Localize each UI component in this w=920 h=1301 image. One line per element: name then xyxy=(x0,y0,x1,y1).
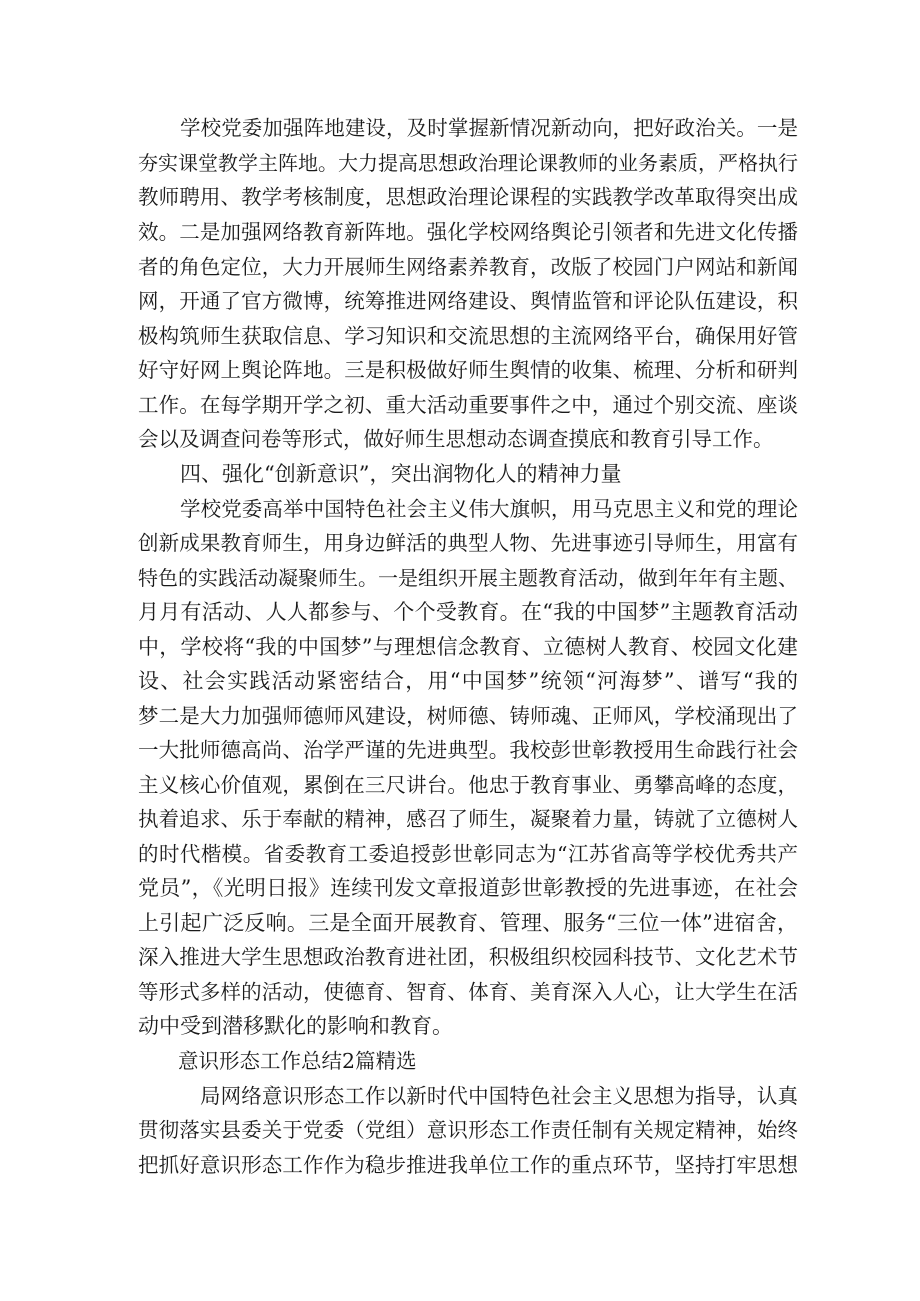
paragraph-2-line-14: 深入推进大学生思想政治教育进社团，积极组织校园科技节、文化艺术节 xyxy=(138,945,798,969)
paragraph-1-line-3: 教师聘用、教学考核制度，思想政治理论课程的实践教学改革取得突出成 xyxy=(138,185,798,209)
paragraph-1-line-7: 极构筑师生获取信息、学习知识和交流思想的主流网络平台，确保用好管 xyxy=(138,324,798,348)
paragraph-2-line-6: 设、社会实践活动紧密结合，用“中国梦”统领“河海梦”、谱写“我的 xyxy=(138,669,798,693)
paragraph-3-line-3: 把抓好意识形态工作作为稳步推进我单位工作的重点环节，坚持打牢思想 xyxy=(138,1153,798,1177)
paragraph-2-line-2: 创新成果教育师生，用身边鲜活的典型人物、先进事迹引导师生，用富有 xyxy=(138,531,798,555)
paragraph-2-line-11: 的时代楷模。省委教育工委追授彭世彰同志为“江苏省高等学校优秀共产 xyxy=(138,842,798,866)
paragraph-1-line-5: 者的角色定位，大力开展师生网络素养教育，改版了校园门户网站和新闻 xyxy=(138,255,798,279)
paragraph-1-line-1: 学校党委加强阵地建设，及时掌握新情况新动向，把好政治关。一是 xyxy=(180,116,798,140)
section-heading-4: 四、强化“创新意识”，突出润物化人的精神力量 xyxy=(180,462,622,486)
paragraph-2-line-15: 等形式多样的活动，使德育、智育、体育、美育深入人心，让大学生在活 xyxy=(138,980,798,1004)
paragraph-2-line-4: 月月有活动、人人都参与、个个受教育。在“我的中国梦”主题教育活动 xyxy=(138,600,798,624)
paragraph-1-line-9: 工作。在每学期开学之初、重大活动重要事件之中，通过个别交流、座谈 xyxy=(138,393,798,417)
paragraph-2-line-12: 党员”，《光明日报》连续刊发文章报道彭世彰教授的先进事迹，在社会 xyxy=(138,876,798,900)
paragraph-1-line-2: 夯实课堂教学主阵地。大力提高思想政治理论课教师的业务素质，严格执行 xyxy=(138,151,798,175)
paragraph-3-line-1: 局网络意识形态工作以新时代中国特色社会主义思想为指导，认真 xyxy=(200,1084,798,1108)
paragraph-2-line-8: 一大批师德高尚、治学严谨的先进典型。我校彭世彰教授用生命践行社会 xyxy=(138,738,798,762)
paragraph-2-line-3: 特色的实践活动凝聚师生。一是组织开展主题教育活动，做到年年有主题、 xyxy=(138,566,798,590)
paragraph-1-line-8: 好守好网上舆论阵地。三是积极做好师生舆情的收集、梳理、分析和研判 xyxy=(138,358,798,382)
article-title: 意识形态工作总结2篇精选 xyxy=(178,1049,417,1073)
paragraph-2-line-13: 上引起广泛反响。三是全面开展教育、管理、服务“三位一体”进宿舍， xyxy=(138,911,798,935)
paragraph-2-line-10: 执着追求、乐于奉献的精神，感召了师生，凝聚着力量，铸就了立德树人 xyxy=(138,807,798,831)
paragraph-1-line-10: 会以及调查问卷等形式，做好师生思想动态调查摸底和教育引导工作。 xyxy=(138,427,774,451)
paragraph-1-line-4: 效。二是加强网络教育新阵地。强化学校网络舆论引领者和先进文化传播 xyxy=(138,220,798,244)
paragraph-2-line-1: 学校党委高举中国特色社会主义伟大旗帜，用马克思主义和党的理论 xyxy=(180,497,798,521)
paragraph-3-line-2: 贯彻落实县委关于党委（党组）意识形态工作责任制有关规定精神，始终 xyxy=(138,1118,798,1142)
paragraph-1-line-6: 网，开通了官方微博，统筹推进网络建设、舆情监管和评论队伍建设，积 xyxy=(138,289,798,313)
paragraph-2-line-7: 梦二是大力加强师德师风建设，树师德、铸师魂、正师风，学校涌现出了 xyxy=(138,704,798,728)
paragraph-2-line-16: 动中受到潜移默化的影响和教育。 xyxy=(138,1014,453,1038)
paragraph-2-line-9: 主义核心价值观，累倒在三尺讲台。他忠于教育事业、勇攀高峰的态度， xyxy=(138,773,798,797)
paragraph-2-line-5: 中，学校将“我的中国梦”与理想信念教育、立德树人教育、校园文化建 xyxy=(138,635,798,659)
